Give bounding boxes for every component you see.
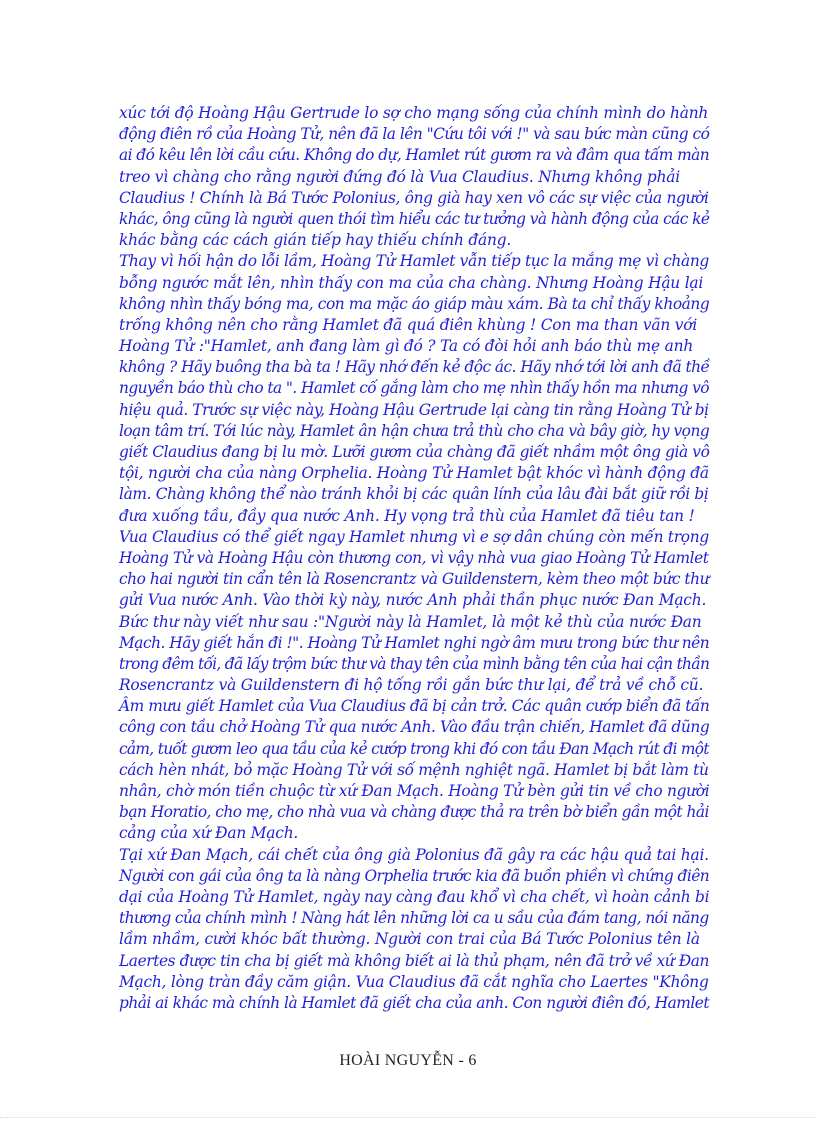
text-line: tội, người cha của nàng Orphelia. Hoàng Tử Hamlet bật khóc vì hành động đã: [119, 464, 709, 483]
text-line: treo vì chàng cho rằng người đứng đó là Vua Claudius. Nhưng không phải: [119, 167, 680, 186]
text-line: Mạch. Hãy giết hắn đi !". Hoàng Tử Hamlet nghi ngờ âm mưu trong bức thư nên: [119, 633, 710, 652]
text-line: nhân, chờ món tiền chuộc từ xứ Đan Mạch. Hoàng Tử bèn gửi tin về cho người: [119, 782, 710, 800]
text-line: giết Claudius đang bị lu mờ. Lưỡi gươm của chàng đã giết nhầm một ông già vô: [119, 443, 710, 461]
text-line: gửi Vua nước Anh. Vào thời kỳ này, nước Anh phải thần phục nước Đan Mạch.: [119, 591, 707, 610]
text-line: Người con gái của ông ta là nàng Orphelia trước kia đã buồn phiền vì chứng điên: [119, 866, 710, 885]
body-text: [119, 103, 709, 1014]
page-footer: HOÀI NGUYỄN - 6: [339, 1052, 477, 1069]
text-line: động điên rồ của Hoàng Tử, nên đã la lên "Cứu tôi với !" và sau bức màn cũng có: [119, 125, 710, 144]
text-line: xúc tới độ Hoàng Hậu Gertrude lo sợ cho mạng sống của chính mình do hành: [119, 104, 709, 122]
text-line: không nhìn thấy bóng ma, con ma mặc áo giáp màu xám. Bà ta chỉ thấy khoảng: [119, 294, 710, 313]
text-line: Laertes được tin cha bị giết mà không biết ai là thủ phạm, nên đã trở về xứ Đan: [119, 951, 710, 970]
text-line: thương của chính mình ! Nàng hát lên những lời ca u sầu của đám tang, nói năng: [119, 909, 709, 928]
text-line: lầm nhầm, cười khóc bất thường. Người con trai của Bá Tước Polonius tên là: [119, 930, 700, 949]
text-line: hiệu quả. Trước sự việc này, Hoàng Hậu Gertrude lại càng tin rằng Hoàng Tử bị: [119, 400, 709, 419]
text-line: trong đêm tối, đã lấy trộm bức thư và thay tên của mình bằng tên của hai cận thần: [119, 654, 710, 673]
text-line: bỗng ngước mắt lên, nhìn thấy con ma của cha chàng. Nhưng Hoàng Hậu lại: [119, 273, 704, 292]
text-line: khác, ông cũng là người quen thói tìm hiểu các tư tưởng và hành động của các kẻ: [119, 209, 710, 228]
text-line: công con tầu chở Hoàng Tử qua nước Anh. Vào đầu trận chiến, Hamlet đã dũng: [119, 718, 710, 737]
text-line: trống không nên cho rằng Hamlet đã quá điên khùng ! Con ma than vãn với: [119, 315, 698, 334]
text-line: bạn Horatio, cho mẹ, cho nhà vua và chàng được thả ra trên bờ biển gần một hải: [119, 803, 709, 822]
text-line: Thay vì hối hận do lỗi lầm, Hoàng Tử Hamlet vẫn tiếp tục la mắng mẹ vì chàng: [119, 252, 709, 271]
text-line: ai đó kêu lên lời cầu cứu. Không do dự, Hamlet rút gươm ra và đâm qua tấm màn: [119, 146, 710, 165]
text-line: Bức thư này viết như sau :"Người này là Hamlet, là một kẻ thù của nước Đan: [119, 612, 702, 631]
text-line: khác bằng các cách gián tiếp hay thiếu chính đáng.: [119, 231, 512, 250]
text-line: cách hèn nhát, bỏ mặc Hoàng Tử với số mệnh nghiệt ngã. Hamlet bị bắt làm tù: [119, 760, 709, 779]
text-line: dại của Hoàng Tử Hamlet, ngày nay càng đau khổ vì cha chết, vì hoàn cảnh bi: [119, 887, 710, 906]
text-line: đưa xuống tầu, đầy qua nước Anh. Hy vọng trả thù của Hamlet đã tiêu tan !: [119, 506, 695, 525]
text-line: loạn tâm trí. Tới lúc này, Hamlet ân hận chưa trả thù cho cha và bây giờ, hy vọng: [119, 421, 710, 440]
text-line: Hoàng Tử :"Hamlet, anh đang làm gì đó ? Ta có đòi hỏi anh báo thù mẹ anh: [119, 337, 694, 356]
text-line: Rosencrantz và Guildenstern đi hộ tống rồi gắn bức thư lại, để trả về chỗ cũ.: [119, 676, 704, 695]
text-line: nguyền báo thù cho ta ". Hamlet cố gắng làm cho mẹ nhìn thấy hồn ma nhưng vô: [119, 379, 709, 398]
text-line: Hoàng Tử và Hoàng Hậu còn thương con, vì vậy nhà vua giao Hoàng Tử Hamlet: [119, 548, 709, 567]
text-line: Âm mưu giết Hamlet của Vua Claudius đã bị cản trở. Các quân cướp biển đã tấn: [119, 697, 710, 716]
text-line: làm. Chàng không thể nào tránh khỏi bị các quân lính của lâu đài bắt giữ rồi bị: [119, 485, 709, 504]
text-line: Mạch, lòng tràn đầy căm giận. Vua Claudius đã cắt nghĩa cho Laertes "Không: [119, 972, 709, 991]
text-line: cho hai người tin cẩn tên là Rosencrantz và Guildenstern, kèm theo một bức thư: [119, 570, 710, 589]
text-line: cảng của xứ Đan Mạch.: [119, 824, 299, 843]
text-line: cảm, tuốt gươm leo qua tầu của kẻ cướp trong khi đó con tầu Đan Mạch rút đi một: [119, 739, 709, 758]
page-edge-divider: [0, 1117, 816, 1118]
text-line: Vua Claudius có thể giết ngay Hamlet nhưng vì e sợ dân chúng còn mến trọng: [119, 527, 709, 546]
text-line: phải ai khác mà chính là Hamlet đã giết cha của anh. Con người điên đó, Hamlet: [119, 993, 710, 1012]
text-line: không ? Hãy buông tha bà ta ! Hãy nhớ đến kẻ độc ác. Hãy nhớ tới lời anh đã thề: [119, 358, 710, 377]
text-line: Tại xứ Đan Mạch, cái chết của ông già Polonius đã gây ra các hậu quả tai hại.: [119, 845, 709, 864]
text-line: Claudius ! Chính là Bá Tước Polonius, ông già hay xen vô các sự việc của người: [119, 188, 709, 207]
